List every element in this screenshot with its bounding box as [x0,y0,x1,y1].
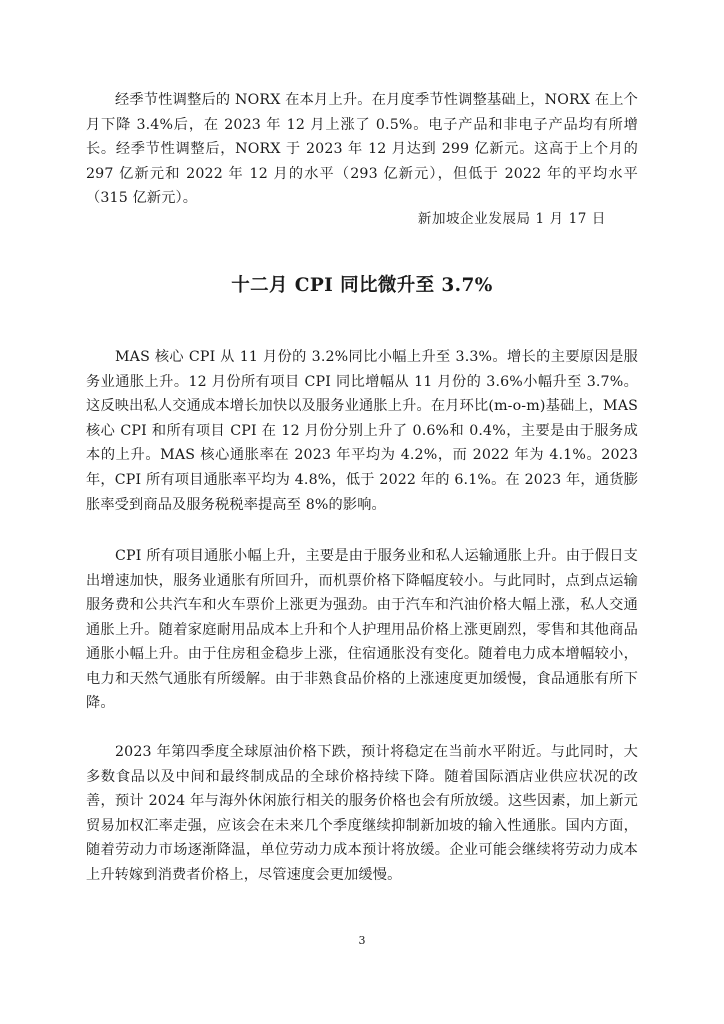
norx-paragraph: 经季节性调整后的 NORX 在本月上升。在月度季节性调整基础上，NORX 在上个月下降 3.4%后，在 2023 年 12 月上涨了 0.5%。电子产品和非电子产品均有所增长。经季节性调整后，NORX 于 2023 年 12 月达到 299 亿新元。这高于上个月的 297 亿新元和 2022 年 12 月的水平（293 亿新元），但低于 2022 年的平均水平（315 亿新元）。 [86,92,638,206]
page-number: 3 [358,934,366,947]
cpi-paragraph-1: MAS 核心 CPI 从 11 月份的 3.2%同比小幅上升至 3.3%。增长的主要原因是服务业通胀上升。12 月份所有项目 CPI 同比增幅从 11 月份的 3.6%小幅升至 3.7%。这反映出私人交通成本增长加快以及服务业通胀上升。在月环比(m-o-m)基础上，MAS 核心 CPI 和所有项目 CPI 在 12 月份分别上升了 0.6%和 0.4%，主要是由于服务成本的上升。MAS 核心通胀率在 2023 年平均为 4.2%，而 2022 年为 4.1%。2023 年，CPI 所有项目通胀率平均为 4.8%，低于 2022 年的 6.1%。在 2023 年，通货膨胀率受到商品及服务税税率提高至 8%的影响。 [86,349,638,513]
signature-line: 新加坡企业发展局 1 月 17 日 [417,211,606,227]
cpi-paragraph-2: CPI 所有项目通胀小幅上升，主要是由于服务业和私人运输通胀上升。由于假日支出增速加快，服务业通胀有所回升，而机票价格下降幅度较小。与此同时，点到点运输服务费和公共汽车和火车票价上涨更为强劲。由于汽车和汽油价格大幅上涨，私人交通通胀上升。随着家庭耐用品成本上升和个人护理用品价格上涨更剧烈，零售和其他商品通胀小幅上升。由于住房租金稳步上涨，住宿通胀没有变化。随着电力成本增幅较小，电力和天然气通胀有所缓解。由于非熟食品价格的上涨速度更加缓慢，食品通胀有所下降。 [86,548,638,711]
section-heading: 十二月 CPI 同比微升至 3.7% [231,275,493,296]
cpi-paragraph-3: 2023 年第四季度全球原油价格下跌，预计将稳定在当前水平附近。与此同时，大多数食品以及中间和最终制成品的全球价格持续下降。随着国际酒店业供应状况的改善，预计 2024 年与海外休闲旅行相关的服务价格也会有所放缓。这些因素，加上新元贸易加权汇率走强，应该会在未来几个季度继续抑制新加坡的输入性通胀。国内方面，随着劳动力市场逐渐降温，单位劳动力成本预计将放缓。企业可能会继续将劳动力成本上升转嫁到消费者价格上，尽管速度会更加缓慢。 [86,744,638,883]
